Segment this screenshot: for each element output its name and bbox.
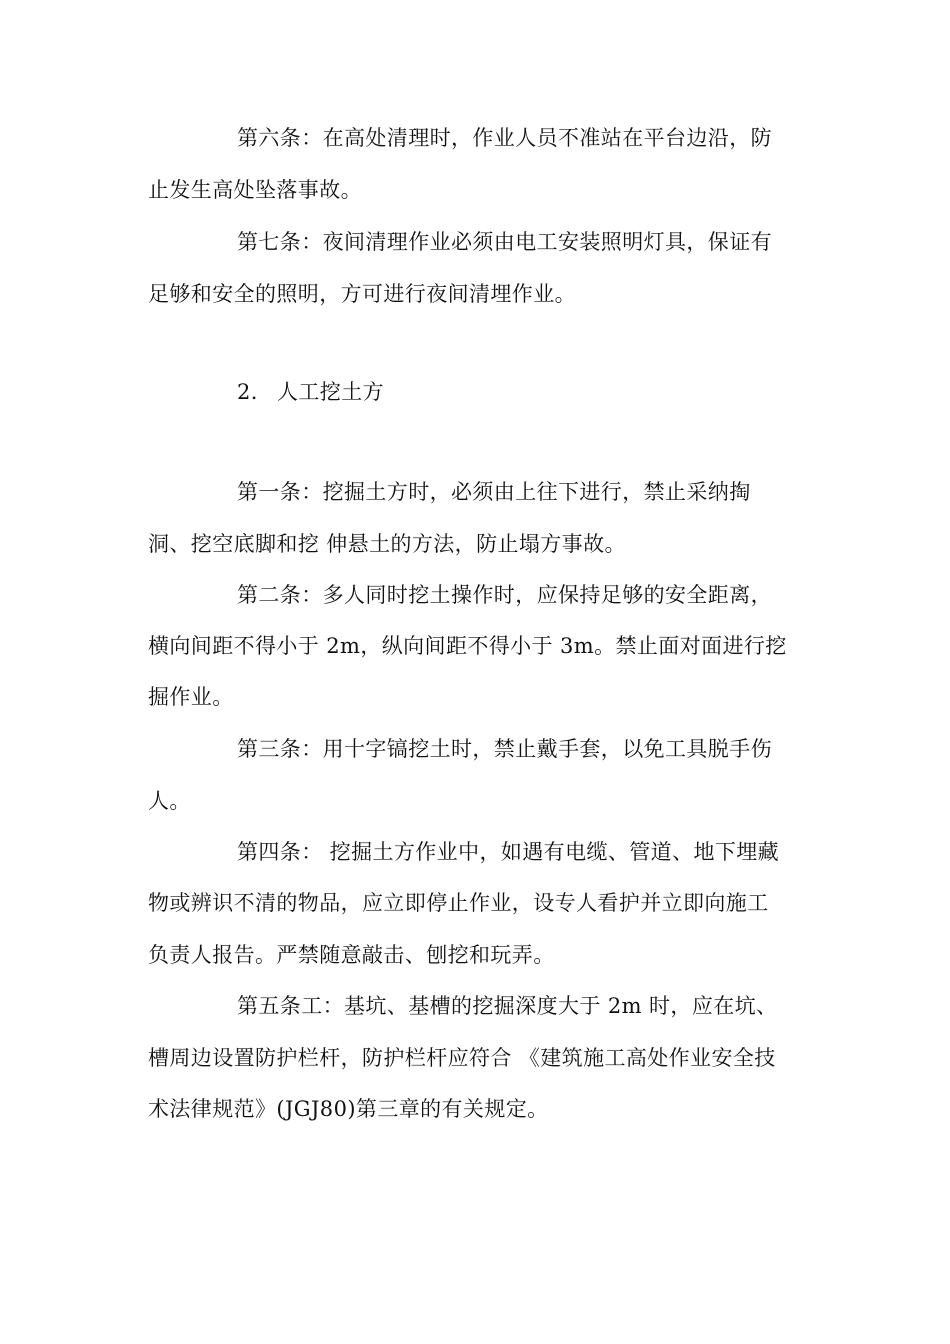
paragraph-line: 第三条：用十字镐挖土时，禁止戴手套，以免工具脱手伤: [237, 737, 772, 761]
paragraph-line: 横向间距不得小于 2m，纵向间距不得小于 3m。禁止面对面进行挖: [148, 634, 787, 658]
paragraph-line: 槽周边设置防护栏杆，防护栏杆应符合 《建筑施工高处作业安全技: [148, 1046, 776, 1070]
paragraph-line: 第五条工：基坑、基槽的挖掘深度大于 2m 时，应在坑、: [237, 994, 778, 1018]
section-title: 人工挖土方: [277, 380, 384, 404]
paragraph-line: 人。: [148, 789, 191, 813]
paragraph-line: 止发生高处坠落事故。: [148, 178, 362, 202]
paragraph-line: 足够和安全的照明，方可进行夜间清埋作业。: [148, 282, 576, 306]
paragraph-line: 掘作业。: [148, 685, 234, 709]
paragraph-line: 第六条：在高处清理时，作业人员不准站在平台边沿，防: [237, 126, 772, 150]
paragraph-line: 第七条：夜间清理作业必须由电工安装照明灯具，保证有: [237, 230, 772, 254]
paragraph-line: 术法律规范》(JGJ80)第三章的有关规定。: [148, 1097, 549, 1121]
paragraph-line: 第二条：多人同时挖土操作时，应保持足够的安全距离，: [237, 583, 772, 607]
section-number: 2.: [237, 380, 258, 404]
paragraph-line: 第一条：挖掘土方时，必须由上往下进行，禁止采纳掏: [237, 480, 751, 504]
paragraph-line: 洞、挖空底脚和挖 伸悬土的方法，防止塌方事故。: [148, 532, 626, 556]
paragraph-line: 第四条： 挖掘土方作业中，如遇有电缆、管道、地下埋藏: [237, 840, 780, 864]
paragraph-line: 负责人报告。严禁随意敲击、刨挖和玩弄。: [148, 943, 555, 967]
paragraph-line: 物或辨识不清的物品，应立即停止作业，设专人看护并立即向施工: [148, 891, 769, 915]
